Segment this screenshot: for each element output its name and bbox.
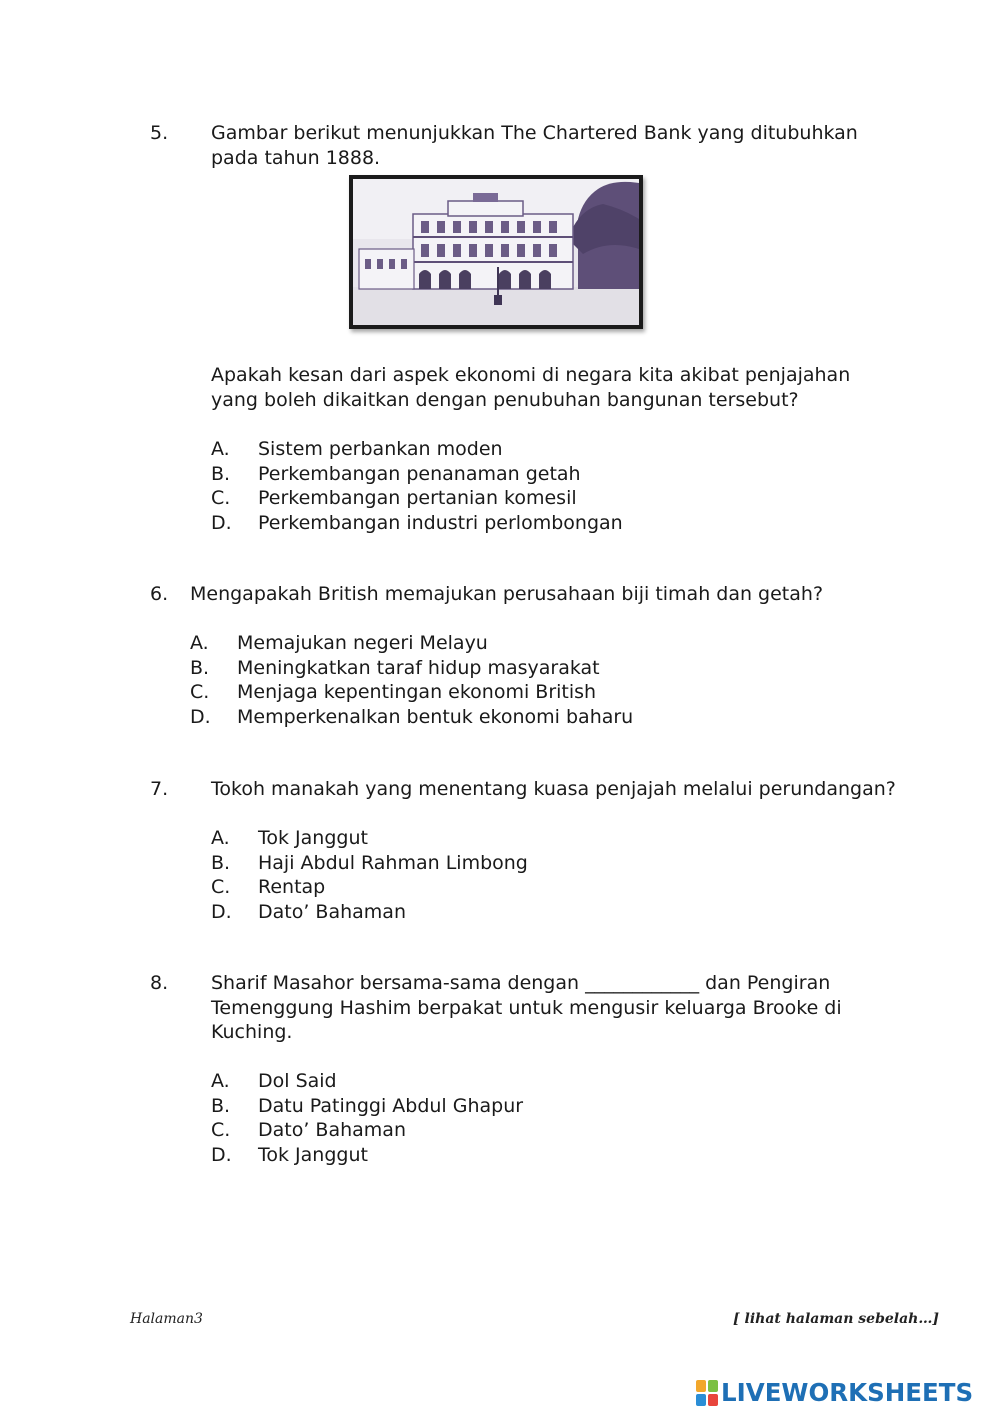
question-number: 7. (150, 778, 169, 800)
page-number: Halaman3 (130, 1311, 203, 1327)
liveworksheets-wordmark: LIVEWORKSHEETS (721, 1378, 974, 1407)
question-stem: Sharif Masahor bersama-sama dengan ____________ dan Pengiran Temenggung Hashim berpakat untuk mengusir keluarga Brooke di Kuching. (211, 972, 842, 1043)
question-stem: Gambar berikut menunjukkan The Chartered Bank yang ditubuhkan pada tahun 1888. (211, 122, 858, 169)
next-page-note: [ lihat halaman sebelah…] (733, 1311, 939, 1327)
question-stem: Tokoh manakah yang menentang kuasa penjajah melalui perundangan? (211, 778, 896, 800)
question-number: 6. (150, 583, 169, 605)
question-stem: Mengapakah British memajukan perusahaan biji timah dan getah? (190, 583, 824, 605)
question-prompt: Apakah kesan dari aspek ekonomi di negara kita akibat penjajahan yang boleh dikaitkan dengan penubuhan bangunan tersebut? (211, 364, 851, 411)
liveworksheets-logo-icon (696, 1380, 718, 1406)
liveworksheets-brand[interactable] (696, 1378, 973, 1408)
question-number: 5. (150, 122, 169, 144)
chartered-bank-photo (349, 175, 643, 329)
question-number: 8. (150, 972, 169, 994)
